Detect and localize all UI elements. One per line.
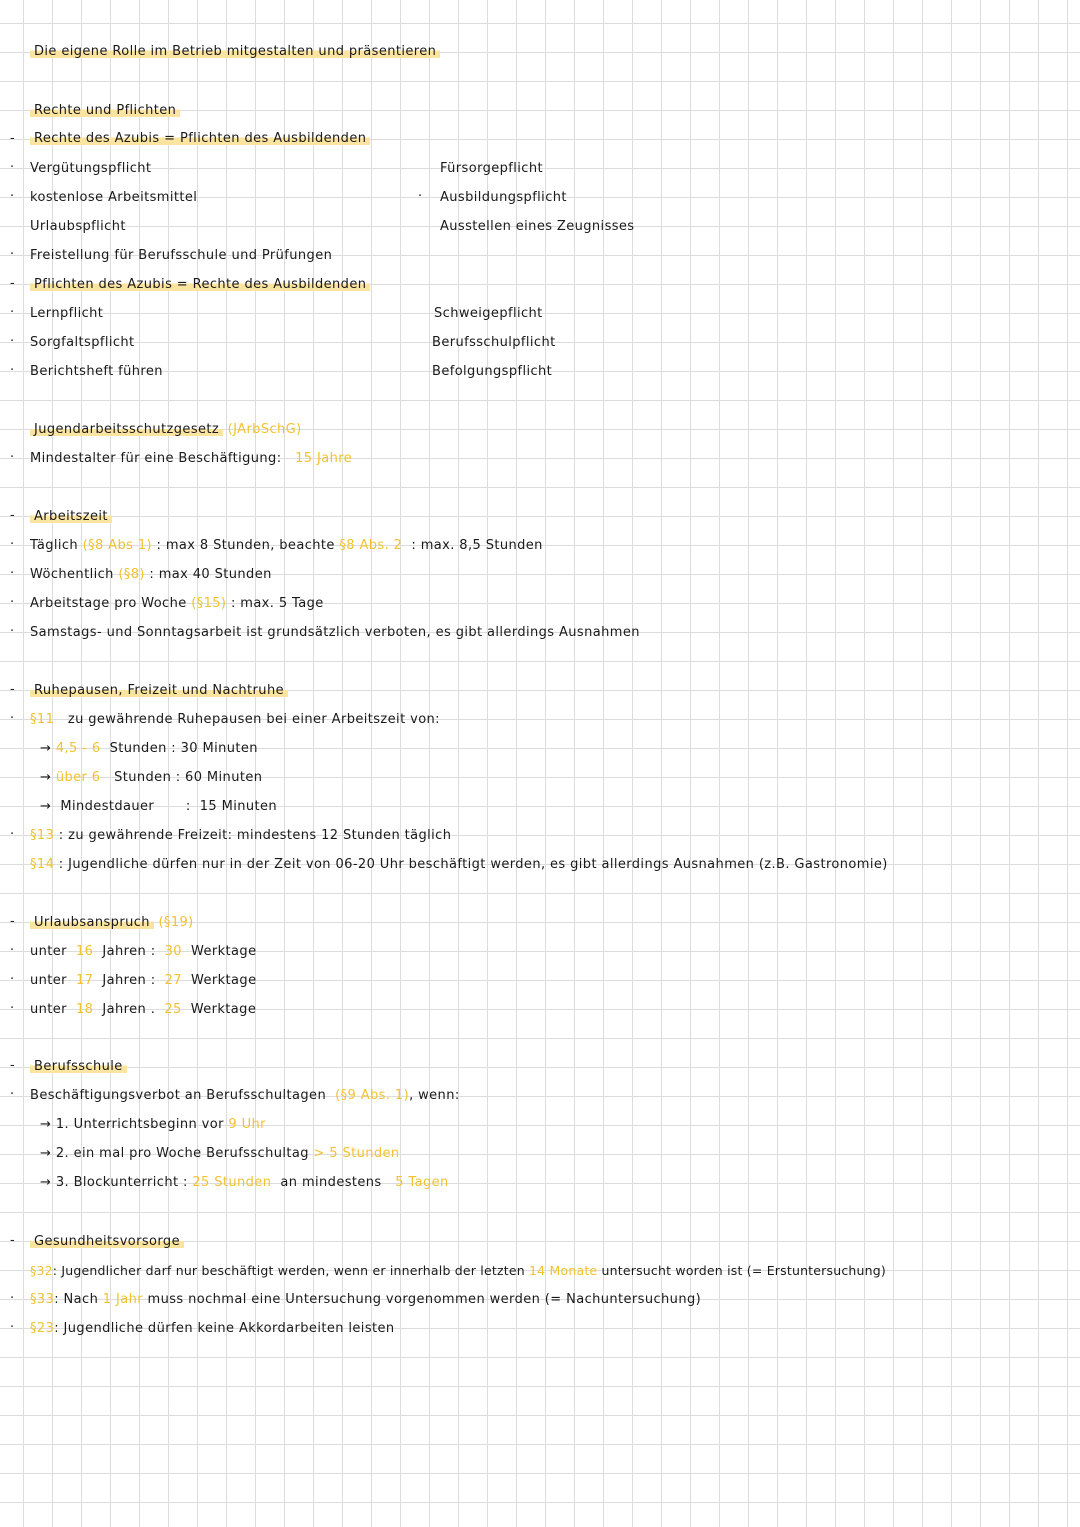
gesundheit-line: §23: Jugendliche dürfen keine Akkordarbeiten leisten (30, 1321, 395, 1336)
urlaub-row: unter 17 Jahren : 27 Werktage (30, 973, 257, 988)
bullet: · (10, 450, 15, 465)
bullet: · (10, 1087, 15, 1102)
bullet: · (10, 711, 15, 726)
schule-line: Beschäftigungsverbot an Berufsschultagen (§9 Abs. 1), wenn: (30, 1088, 460, 1103)
dash-marker: - (10, 508, 15, 523)
bullet: · (10, 1001, 15, 1016)
rechte-heading: Rechte des Azubis = Pflichten des Ausbildenden (30, 130, 370, 148)
dash-marker: - (10, 276, 15, 291)
rechte-item: Ausstellen eines Zeugnisses (440, 219, 635, 234)
arrow-icon: → (40, 799, 52, 814)
rechte-item: Ausbildungspflicht (440, 190, 567, 205)
rechte-item: Urlaubspflicht (30, 219, 126, 234)
dash-marker: - (10, 682, 15, 697)
urlaub-row: unter 18 Jahren . 25 Werktage (30, 1002, 257, 1017)
dash-marker: - (10, 914, 15, 929)
dash-marker: - (10, 131, 15, 146)
bullet: · (10, 160, 15, 175)
urlaub-heading: Urlaubsanspruch (§19) (30, 914, 194, 932)
bullet: · (10, 363, 15, 378)
ruhe-line: §13 : zu gewährende Freizeit: mindestens 12 Stunden täglich (30, 828, 452, 843)
arrow-icon: → (40, 1175, 52, 1190)
dash-marker: - (10, 1233, 15, 1248)
rechte-item: Fürsorgepflicht (440, 161, 543, 176)
bullet: · (10, 1320, 15, 1335)
pflichten-item: Lernpflicht (30, 306, 104, 321)
schule-sub-item: → 1. Unterrichtsbeginn vor 9 Uhr (40, 1117, 266, 1132)
pflichten-item: Sorgfaltspflicht (30, 335, 135, 350)
gesundheit-heading: Gesundheitsvorsorge (30, 1233, 184, 1251)
ruhe-line: §14 : Jugendliche dürfen nur in der Zeit von 06-20 Uhr beschäftigt werden, es gibt allerdings Ausnahmen (z.B. Gastronomie) (30, 857, 888, 872)
schule-sub-item: → 2. ein mal pro Woche Berufsschultag > 5 Stunden (40, 1146, 400, 1161)
bullet: · (10, 247, 15, 262)
gesundheit-line: §33: Nach 1 Jahr muss nochmal eine Untersuchung vorgenommen werden (= Nachuntersuchung) (30, 1292, 702, 1307)
page-title: Die eigene Rolle im Betrieb mitgestalten und präsentieren (30, 43, 440, 61)
arrow-icon: → (40, 1146, 52, 1161)
bullet: · (10, 566, 15, 581)
arrow-icon: → (40, 770, 52, 785)
arbeitszeit-line: Täglich (§8 Abs 1) : max 8 Stunden, beachte §8 Abs. 2 : max. 8,5 Stunden (30, 538, 543, 553)
urlaub-row: unter 16 Jahren : 30 Werktage (30, 944, 257, 959)
arbeitszeit-line: Arbeitstage pro Woche (§15) : max. 5 Tage (30, 596, 324, 611)
gesundheit-line: §32: Jugendlicher darf nur beschäftigt werden, wenn er innerhalb der letzten 14 Monate untersucht worden ist (= Erstuntersuchung) (30, 1263, 887, 1278)
pflichten-item: Berichtsheft führen (30, 364, 163, 379)
pflichten-item: Schweigepflicht (434, 306, 543, 321)
arbeitszeit-line: Samstags- und Sonntagsarbeit ist grundsätzlich verboten, es gibt allerdings Ausnahmen (30, 625, 640, 640)
bullet: · (418, 189, 423, 204)
pflichten-item: Berufsschulpflicht (432, 335, 556, 350)
bullet: · (10, 1291, 15, 1306)
ruhe-sub-item: → 4,5 - 6 Stunden : 30 Minuten (40, 741, 258, 756)
arrow-icon: → (40, 1117, 52, 1132)
bullet: · (10, 537, 15, 552)
bullet: · (10, 334, 15, 349)
schule-heading: Berufsschule (30, 1058, 127, 1076)
min-age-line: Mindestalter für eine Beschäftigung: 15 Jahre (30, 451, 353, 466)
bullet: · (10, 189, 15, 204)
bullet: · (10, 827, 15, 842)
pflichten-heading: Pflichten des Azubis = Rechte des Ausbildenden (30, 276, 370, 294)
arbeitszeit-line: Wöchentlich (§8) : max 40 Stunden (30, 567, 272, 582)
jarbschg-heading: Jugendarbeitsschutzgesetz (JArbSchG) (30, 421, 302, 439)
pflichten-item: Befolgungspflicht (432, 364, 553, 379)
rechte-item: kostenlose Arbeitsmittel (30, 190, 198, 205)
rp-heading: Rechte und Pflichten (30, 102, 180, 120)
arrow-icon: → (40, 741, 52, 756)
rechte-item: Freistellung für Berufsschule und Prüfungen (30, 248, 333, 263)
ruhe-sub-item: → Mindestdauer : 15 Minuten (40, 799, 278, 814)
arbeitszeit-heading: Arbeitszeit (30, 508, 112, 526)
dash-marker: - (10, 1058, 15, 1073)
schule-sub-item: → 3. Blockunterricht : 25 Stunden an mindestens 5 Tagen (40, 1175, 449, 1190)
bullet: · (10, 943, 15, 958)
rechte-item: Vergütungspflicht (30, 161, 152, 176)
bullet: · (10, 595, 15, 610)
bullet: · (10, 624, 15, 639)
ruhe-line: §11 zu gewährende Ruhepausen bei einer Arbeitszeit von: (30, 712, 440, 727)
ruhe-sub-item: → über 6 Stunden : 60 Minuten (40, 770, 263, 785)
bullet: · (10, 972, 15, 987)
ruhe-heading: Ruhepausen, Freizeit und Nachtruhe (30, 682, 288, 700)
bullet: · (10, 305, 15, 320)
